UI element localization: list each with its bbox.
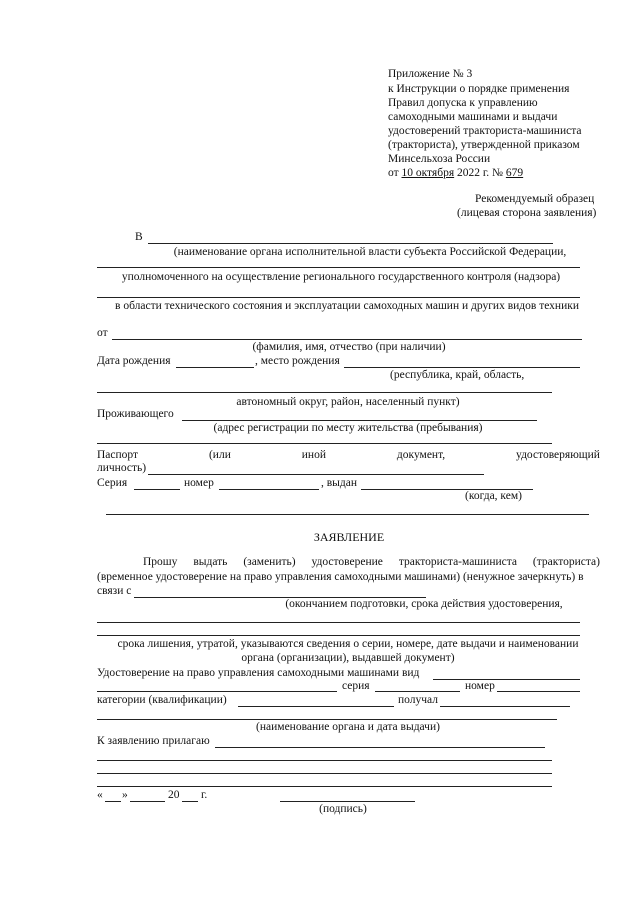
name-hint: (фамилия, имя, отчество (при наличии) [252, 341, 446, 353]
identity-field[interactable] [148, 474, 484, 475]
header-line: Правил допуска к управлению [388, 97, 538, 109]
order-date-line: от 10 октября 2022 г. № 679 [388, 167, 524, 179]
license-series-label: серия [342, 680, 370, 692]
date-quote-open: « [97, 789, 103, 801]
sample-label: Рекомендуемый образец [475, 193, 595, 205]
header-line: Минсельхоза России [388, 153, 491, 165]
birth-date-field[interactable] [176, 367, 254, 368]
attached-field-4[interactable] [97, 786, 552, 787]
license-series-field[interactable] [375, 691, 460, 692]
attached-label: К заявлению прилагаю [97, 735, 210, 747]
order-date: 10 октября [401, 167, 455, 179]
passport-line: Паспорт (или иной документ, удостоверяющий [97, 449, 600, 461]
statement-line-3: связи с [97, 585, 132, 597]
passport-number-field[interactable] [219, 489, 319, 490]
date-month-field[interactable] [130, 801, 165, 802]
residence-hint: (адрес регистрации по месту жительства (пребывания) [213, 422, 483, 434]
reason-field-2[interactable] [97, 622, 580, 623]
attached-field-3[interactable] [97, 773, 552, 774]
reason-hint: органа (организации), выдавшей документ) [241, 652, 455, 664]
number-label: номер [184, 477, 214, 489]
date-year-field[interactable] [182, 801, 198, 802]
to-label: В [135, 231, 143, 243]
license-type-label: Удостоверение на право управления самоходными машинами вид [97, 667, 420, 679]
signature-field[interactable] [280, 801, 415, 802]
date-quote-close: » [122, 789, 128, 801]
license-field[interactable] [97, 691, 337, 692]
categories-field[interactable] [238, 706, 394, 707]
order-number: 679 [505, 167, 524, 179]
birth-place-field-2[interactable] [97, 392, 552, 393]
sample-side-label: (лицевая сторона заявления) [457, 207, 597, 219]
appendix-title: Приложение № 3 [388, 68, 473, 80]
received-field[interactable] [440, 706, 570, 707]
header-line: к Инструкции о порядке применения [388, 83, 570, 95]
reason-hint: срока лишения, утратой, указываются сведения о серии, номере, дате выдачи и наименовании [117, 638, 579, 650]
date-day-field[interactable] [105, 801, 121, 802]
birth-date-label: Дата рождения [97, 355, 171, 367]
residence-field-2[interactable] [97, 443, 552, 444]
statement-line-1: Прошу выдать (заменить) удостоверение тракториста-машиниста (тракториста) [143, 556, 600, 568]
organ-hint: (наименование органа и дата выдачи) [256, 721, 440, 733]
place-hint: автономный округ, район, населенный пункт) [236, 396, 460, 408]
received-label: получал [398, 694, 438, 706]
statement-title: ЗАЯВЛЕНИЕ [313, 530, 385, 544]
applicant-name-field[interactable] [112, 339, 582, 340]
reason-hint: (окончанием подготовки, срока действия удостоверения, [285, 598, 563, 610]
header-line: самоходными машинами и выдачи [388, 111, 558, 123]
categories-label: категории (квалификации) [97, 694, 227, 706]
addressee-field[interactable] [148, 243, 553, 244]
header-line: удостоверений тракториста-машиниста [388, 125, 582, 137]
residence-field[interactable] [182, 420, 537, 421]
addressee-hint: уполномоченного на осуществление регионального государственного контроля (надзора) [121, 271, 561, 283]
from-label: от [97, 327, 108, 339]
birth-place-field[interactable] [344, 367, 580, 368]
residing-label: Проживающего [97, 408, 174, 420]
addressee-hint: в области технического состояния и эксплуатации самоходных машин и других видов техники [115, 300, 579, 312]
issued-hint: (когда, кем) [465, 490, 522, 502]
addressee-field-2[interactable] [97, 267, 580, 268]
place-hint: (республика, край, область, [390, 369, 525, 381]
attached-field-2[interactable] [97, 760, 552, 761]
license-type-field[interactable] [433, 679, 580, 680]
license-number-label: номер [465, 680, 495, 692]
addressee-field-3[interactable] [97, 297, 580, 298]
passport-issued-field-2[interactable] [106, 514, 589, 515]
addressee-hint: (наименование органа исполнительной власти субъекта Российской Федерации, [173, 246, 567, 258]
date-year-suffix: г. [201, 789, 208, 801]
statement-line-2: (временное удостоверение на право управления самоходными машинами) (ненужное зачеркнуть) в [97, 571, 584, 583]
attached-field[interactable] [215, 747, 545, 748]
series-label: Серия [97, 477, 128, 489]
signature-hint: (подпись) [319, 803, 367, 815]
issued-label: , выдан [321, 477, 358, 489]
reason-field-3[interactable] [97, 635, 580, 636]
license-number-field[interactable] [497, 691, 580, 692]
organ-field[interactable] [97, 719, 557, 720]
date-century: 20 [168, 789, 180, 801]
header-line: (тракториста), утвержденной приказом [388, 139, 580, 151]
passport-series-field[interactable] [134, 489, 180, 490]
identity-label: личность) [97, 462, 147, 474]
birth-place-label: , место рождения [255, 355, 340, 367]
